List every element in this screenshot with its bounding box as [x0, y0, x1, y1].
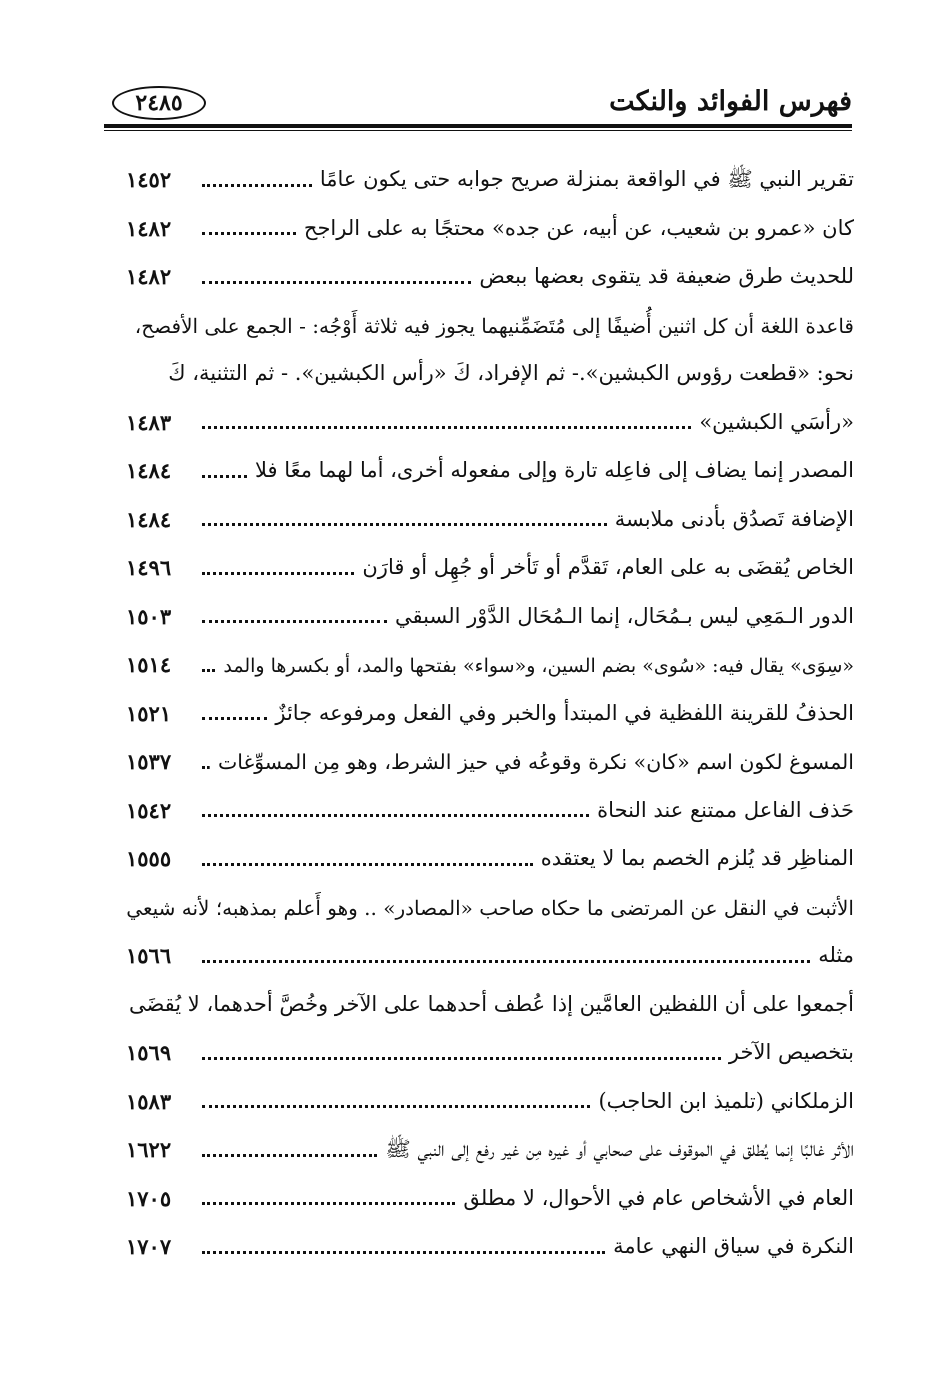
entry-line	[126, 1072, 854, 1121]
dot-leader	[202, 863, 533, 866]
dot-leader	[202, 1105, 590, 1108]
entry-text: الأثر غالبًا إنما يُطلق في الموقوف على صحابي أو غيره مِن غير رفع إلى النبي ﷺ	[385, 1137, 854, 1162]
dot-leader	[202, 766, 210, 769]
dot-leader	[202, 717, 267, 720]
entry-page-number: ١٦٢٢	[126, 1137, 172, 1163]
entry-line	[126, 490, 854, 539]
entry-page-number: ١٥٦٦	[126, 943, 172, 969]
entry-text: المصدر إنما يضاف إلى فاعِله تارة وإلى مفعوله أخرى، أما لهما معًا فلا	[254, 458, 854, 483]
dot-leader	[202, 669, 215, 672]
dot-leader	[202, 620, 387, 623]
entry-line	[126, 247, 854, 296]
index-entry	[126, 490, 854, 539]
entry-line	[126, 781, 854, 830]
entry-text: كان «عمرو بن شعيب، عن أبيه، عن جده» محتجًا به على الراجح	[303, 215, 854, 240]
entry-text: أجمعوا على أن اللفظين العامَّين إذا عُطف أحدهما على الآخر وخُصَّ أحدهما، لا يُقضَى	[128, 991, 854, 1016]
dot-leader	[202, 523, 607, 526]
index-entry	[126, 1217, 854, 1266]
entry-page-number: ١٤٨٤	[126, 506, 172, 532]
page-title: فهرس الفوائد والنكت	[609, 86, 852, 117]
entry-page-number: ١٥١٤	[126, 652, 172, 678]
dot-leader	[202, 1202, 455, 1205]
entry-page-number: ١٤٩٦	[126, 555, 172, 581]
entry-text: المسوغ لكون اسم «كان» نكرة وقوعُه في حيز الشرط، وهو مِن المسوِّغات	[217, 749, 854, 774]
entry-page-number: ١٥٦٩	[126, 1040, 172, 1066]
dot-leader	[202, 281, 471, 284]
entry-line	[126, 296, 854, 345]
entry-page-number: ١٥٤٢	[126, 797, 172, 823]
entry-text: حَذف الفاعل ممتنع عند النحاة	[597, 797, 854, 822]
entry-text: تقرير النبي ﷺ في الواقعة بمنزلة صريح جوابه حتى يكون عامًا	[319, 167, 854, 192]
entry-text: «سِوَى» يقال فيه: «سُوى» بضم السين، و«سواء» بفتحها والمد، أو بكسرها والمد	[223, 654, 854, 677]
entry-text: نحو: «قطعت رؤوس الكبشين».- ثم الإفراد، كَ «رأس الكبشين». - ثم التثنية، كَ	[168, 361, 854, 386]
entry-text: الخاص يُقضَى به على العام، تَقدَّم أو تَأخر أو جُهِل أو قارَن	[362, 555, 854, 580]
entry-text: الإضافة تَصدُق بأدنى ملابسة	[614, 506, 854, 531]
entry-page-number: ١٤٥٢	[126, 167, 172, 193]
entry-text: الدور الـمَعِي ليس بـمُحَال، إنما الـمُحَال الدَّوْر السبقي	[395, 603, 854, 628]
entry-line	[126, 441, 854, 490]
entry-line	[126, 587, 854, 636]
index-entry	[126, 150, 854, 199]
index-entry	[126, 296, 854, 442]
dot-leader	[202, 1251, 605, 1254]
entry-page-number: ١٥٠٣	[126, 603, 172, 629]
entry-page-number: ١٥٢١	[126, 700, 172, 726]
entry-line	[126, 1023, 854, 1072]
entry-page-number: ١٤٨٢	[126, 215, 172, 241]
entry-line	[126, 1169, 854, 1218]
entry-text: للحديث طرق ضعيفة قد يتقوى بعضها ببعض	[479, 264, 854, 289]
page-number-badge: ٢٤٨٥	[112, 86, 206, 120]
dot-leader	[202, 232, 296, 235]
index-entry	[126, 732, 854, 781]
header-rule-thin	[104, 130, 852, 131]
entry-text: الحذفُ للقرينة اللفظية في المبتدأ والخبر وفي الفعل ومرفوعه جائزٌ	[275, 700, 854, 725]
entry-line	[126, 538, 854, 587]
entry-line	[126, 1120, 854, 1169]
entry-page-number: ١٥٥٥	[126, 846, 172, 872]
index-entry	[126, 975, 854, 1072]
index-entry	[126, 587, 854, 636]
entry-line	[126, 150, 854, 199]
index-entry	[126, 829, 854, 878]
index-entry	[126, 247, 854, 296]
dot-leader	[202, 1154, 377, 1157]
index-entry	[126, 1072, 854, 1121]
entry-text: مثله	[818, 943, 854, 968]
index-entry	[126, 878, 854, 975]
index-entry	[126, 538, 854, 587]
dot-leader	[202, 572, 354, 575]
entry-text: قاعدة اللغة أن كل اثنين أُضيفًا إلى مُتَضَمِّنيهما يجوز فيه ثلاثة أَوْجُه: - الجمع على الأفصح،	[134, 314, 854, 338]
index-entry	[126, 1120, 854, 1169]
entry-text: «رأسَي الكبشين»	[699, 409, 854, 434]
entry-line	[126, 829, 854, 878]
entry-line	[126, 926, 854, 975]
entry-line	[126, 344, 854, 393]
dot-leader	[202, 426, 691, 429]
entry-text: بتخصيص الآخر	[728, 1040, 854, 1065]
page-header	[104, 82, 852, 122]
header-rule-thick	[104, 124, 852, 128]
entry-line	[126, 975, 854, 1024]
entry-line	[126, 199, 854, 248]
entry-page-number: ١٤٨٣	[126, 409, 172, 435]
index-entry	[126, 1169, 854, 1218]
entry-page-number: ١٥٣٧	[126, 749, 172, 775]
entry-line	[126, 684, 854, 733]
entry-line	[126, 393, 854, 442]
entry-line	[126, 878, 854, 927]
entry-line	[126, 732, 854, 781]
entry-text: العام في الأشخاص عام في الأحوال، لا مطلق	[463, 1185, 854, 1210]
index-entry	[126, 684, 854, 733]
dot-leader	[202, 814, 589, 817]
entry-line	[126, 635, 854, 684]
entry-text: المناظِر قد يُلزم الخصم بما لا يعتقده	[540, 846, 854, 871]
index-entries-list	[126, 150, 854, 1266]
entry-text: الزملكاني (تلميذ ابن الحاجب)	[598, 1088, 854, 1113]
entry-page-number: ١٤٨٢	[126, 264, 172, 290]
index-entry	[126, 199, 854, 248]
entry-page-number: ١٧٠٥	[126, 1185, 172, 1211]
index-entry	[126, 781, 854, 830]
entry-line	[126, 1217, 854, 1266]
entry-text: الأثبت في النقل عن المرتضى ما حكاه صاحب «المصادر» .. وهو أَعلم بمذهبه؛ لأنه شيعي	[126, 896, 854, 920]
dot-leader	[202, 184, 312, 187]
entry-page-number: ١٥٨٣	[126, 1088, 172, 1114]
entry-text: النكرة في سياق النهي عامة	[613, 1234, 854, 1259]
dot-leader	[202, 960, 810, 963]
index-entry	[126, 441, 854, 490]
dot-leader	[202, 1057, 721, 1060]
entry-page-number: ١٧٠٧	[126, 1234, 172, 1260]
entry-page-number: ١٤٨٤	[126, 458, 172, 484]
index-entry	[126, 635, 854, 684]
dot-leader	[202, 475, 247, 478]
